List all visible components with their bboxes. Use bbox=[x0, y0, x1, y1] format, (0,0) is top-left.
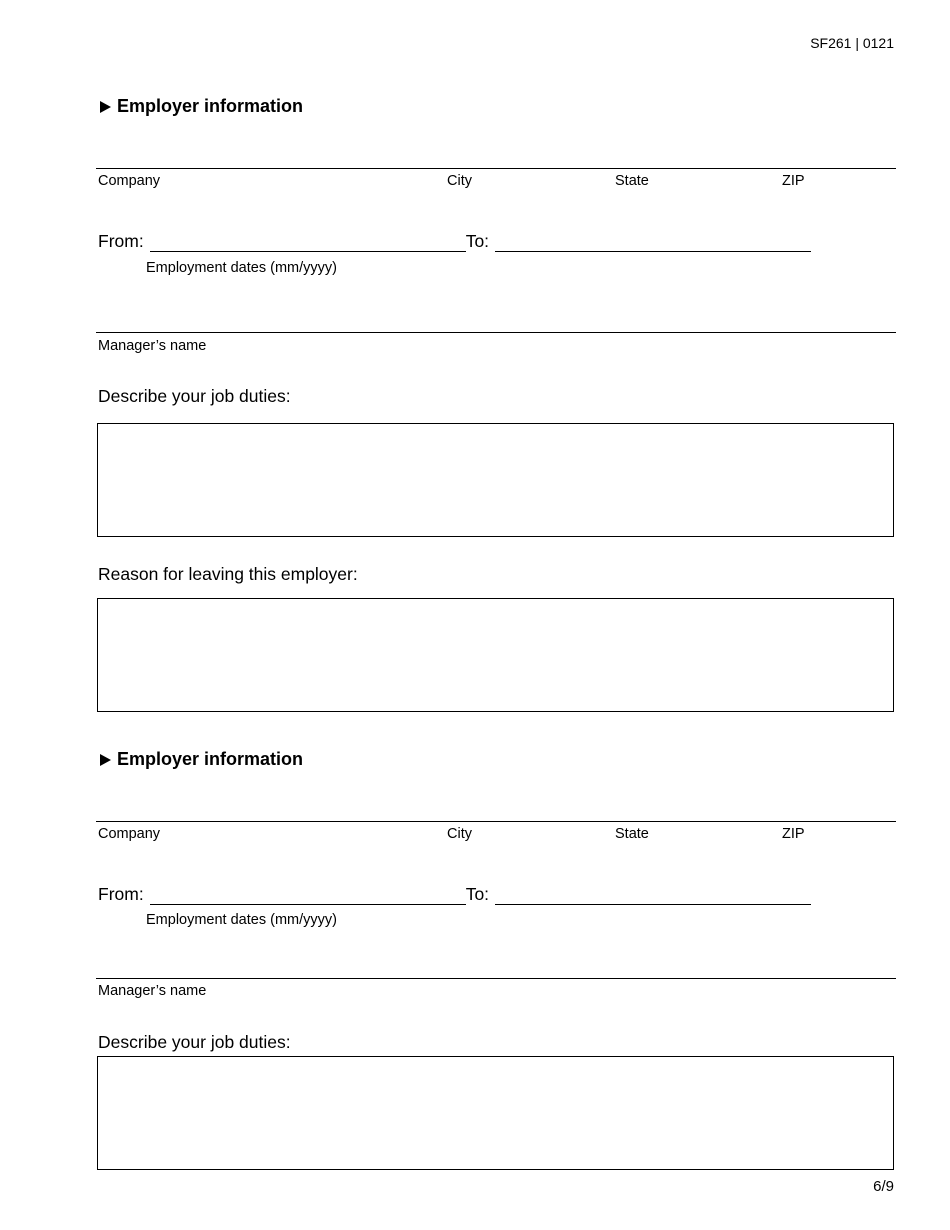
triangle-bullet-icon bbox=[100, 101, 111, 113]
section-title: Employer information bbox=[117, 749, 304, 769]
employment-dates-row bbox=[98, 231, 811, 252]
company-address-field[interactable] bbox=[96, 168, 896, 169]
triangle-bullet-icon bbox=[100, 754, 111, 766]
manager-name-field[interactable] bbox=[96, 332, 896, 333]
city-label: City bbox=[447, 826, 472, 842]
employment-dates-row bbox=[98, 884, 811, 905]
reason-leaving-prompt: Reason for leaving this employer: bbox=[98, 564, 358, 584]
state-label: State bbox=[615, 826, 649, 842]
from-date-field[interactable] bbox=[150, 233, 466, 252]
manager-name-label: Manager’s name bbox=[98, 338, 207, 354]
form-code: SF261 | 0121 bbox=[810, 35, 894, 51]
manager-name-field[interactable] bbox=[96, 978, 896, 979]
employer-info-heading bbox=[100, 96, 303, 117]
manager-name-label: Manager’s name bbox=[98, 983, 207, 999]
city-label: City bbox=[447, 173, 472, 189]
to-date-field[interactable] bbox=[495, 233, 811, 252]
to-label: To: bbox=[465, 231, 490, 251]
from-date-field[interactable] bbox=[150, 886, 466, 905]
company-address-field[interactable] bbox=[96, 821, 896, 822]
section-title: Employer information bbox=[117, 96, 304, 116]
reason-leaving-textbox[interactable] bbox=[97, 598, 894, 712]
company-label: Company bbox=[98, 173, 161, 189]
job-duties-textbox[interactable] bbox=[97, 1056, 894, 1170]
zip-label: ZIP bbox=[782, 173, 805, 189]
employment-dates-hint: Employment dates (mm/yyyy) bbox=[146, 260, 337, 276]
zip-label: ZIP bbox=[782, 826, 805, 842]
employment-dates-hint: Employment dates (mm/yyyy) bbox=[146, 912, 337, 928]
to-label: To: bbox=[465, 884, 490, 904]
job-duties-textbox[interactable] bbox=[97, 423, 894, 537]
from-label: From: bbox=[98, 231, 144, 251]
to-date-field[interactable] bbox=[495, 886, 811, 905]
employer-info-heading bbox=[100, 749, 303, 770]
job-duties-prompt: Describe your job duties: bbox=[98, 1032, 291, 1052]
job-duties-prompt: Describe your job duties: bbox=[98, 386, 291, 406]
page-number: 6/9 bbox=[873, 1178, 894, 1195]
state-label: State bbox=[615, 173, 649, 189]
from-label: From: bbox=[98, 884, 144, 904]
company-label: Company bbox=[98, 826, 161, 842]
